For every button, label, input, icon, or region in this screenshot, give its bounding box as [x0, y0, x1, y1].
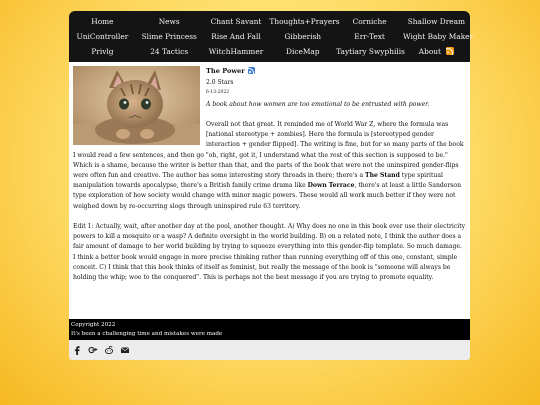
nav-item-rise-and-fall[interactable]: Rise And Fall: [211, 32, 261, 42]
post-subtitle: A book about how women are too emotional to be entrusted with power.: [206, 101, 430, 109]
nav-item-shallow-dream[interactable]: Shallow Dream: [407, 17, 466, 27]
nav-row-3: [69, 44, 470, 59]
google-plus-icon[interactable]: [88, 345, 98, 355]
nav-item-taytiary-swyphilis[interactable]: Taytiary Swyphilis: [336, 46, 405, 56]
nav-item-witchhammer[interactable]: WitchHammer: [208, 46, 264, 56]
facebook-icon[interactable]: [72, 345, 82, 355]
rss-feed-icon-post[interactable]: [248, 67, 256, 75]
nav-item-err-text[interactable]: Err-Text: [354, 32, 385, 42]
nav-row-1: [69, 15, 470, 30]
post-content: [69, 62, 470, 319]
post-date: 6-13-2022: [206, 90, 230, 96]
p1-text-a: Overall not that great. It reminded me of World War Z, where the formula was [national stereotype + zombies]. Here the formula is [stereotyped gender interaction + gender flipped]. The writing is fine, but for so many parts of the book I would read a few sentences, and then go "oh, right, got it, I understand what the rest of this section is supposed to be." Which is a shame, because the writer is better than that, and the parts of the book that were not the uninspired gender-flips were often fun and creative. The author has some interesting story threads in there; there's a: [73, 121, 464, 180]
nav-row-2: [69, 30, 474, 45]
kitten-photo: [73, 66, 200, 145]
p1-book-the-stand: The Stand: [365, 172, 400, 180]
reddit-icon[interactable]: [104, 345, 114, 355]
footer-tagline: It's been a challenging time and mistakes were made: [71, 331, 223, 338]
rss-feed-icon[interactable]: [446, 47, 454, 55]
nav-item-news[interactable]: News: [158, 17, 180, 27]
nav-item-gibberish[interactable]: Gibberish: [284, 32, 322, 42]
nav-item-home[interactable]: Home: [91, 17, 114, 27]
nav-item-unicontroller[interactable]: UniController: [76, 32, 129, 42]
nav-item-about[interactable]: [403, 45, 470, 59]
nav-item-thoughts-prayers[interactable]: Thoughts+Prayers: [269, 17, 340, 27]
email-icon[interactable]: [120, 345, 130, 355]
footer-copyright: Copyright 2022: [71, 322, 116, 329]
nav-item-chant-savant[interactable]: Chant Savant: [210, 17, 262, 27]
share-bar: [69, 340, 470, 360]
top-navigation: [69, 11, 474, 62]
nav-item-privlg[interactable]: Privlg: [91, 46, 114, 56]
nav-item-about-label[interactable]: About: [418, 46, 441, 56]
p1-text-c: type spiritual manipulation towards apocalypse, there's a British family crime drama like: [73, 172, 443, 190]
nav-item-slime-princess[interactable]: Slime Princess: [141, 32, 197, 42]
rating-stars: 2.0 Stars: [206, 79, 234, 87]
nav-item-wight-baby-maker[interactable]: Wight Baby Maker: [402, 32, 474, 42]
page-container: [69, 11, 474, 360]
nav-item-dicemap[interactable]: DiceMap: [286, 46, 320, 56]
p1-film-down-terrace: Down Terrace: [307, 182, 355, 190]
nav-item-24-tactics[interactable]: 24 Tactics: [150, 46, 189, 56]
p1-text-e: , there's at least a little Sanderson type exploration of how society would change with minor magic powers. These would all work much better if they were not weighed down by re-occurring slogs through uninspired rule 63 territory.: [73, 182, 462, 210]
post-paragraph-2: Edit 1: Actually, wait, after another day at the pool, another thought. A) Why does no one in this book ever use their electricity powers to kill a mosquito or a wasp? A definite oversight in the world building. B) on a related note, I think the author does a fair amount of damage to her world building by trying to squeeze everything into this gender-flip template. So much damage. I think a better book would engage in more precise thinking rather than running everything off of this one, constant, simple conceit. C) I think that this book thinks of itself as feminist, but really the message of the book is "someone will always be holding the whip; woe to the conquered". This is perhaps not the best message if you are trying to promote equality.: [73, 223, 466, 282]
nav-item-corniche[interactable]: Corniche: [352, 17, 387, 27]
post-title-text[interactable]: The Power: [206, 67, 245, 76]
footer: [69, 319, 470, 340]
